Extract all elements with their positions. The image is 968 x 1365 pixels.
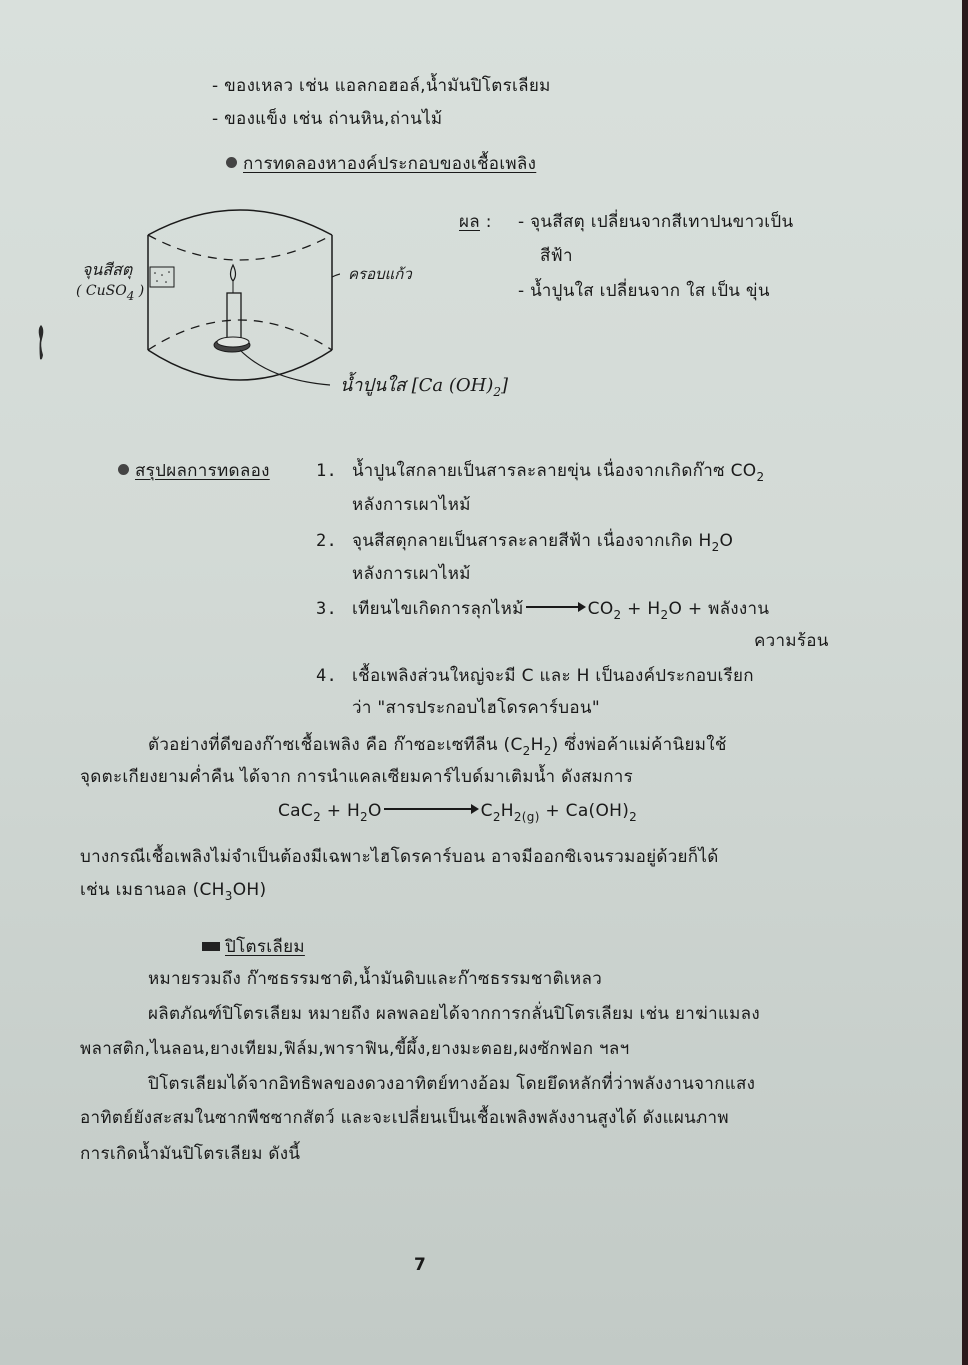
acetylene-paragraph-line2: จุดตะเกียงยามค่ำคืน ได้จาก การนำแคลเซียมคาร์ไบด์มาเติมน้ำ ดังสมการ [80, 767, 634, 787]
summary-item-3: เทียนไขเกิดการลุกไหม้ $CO_2 + H_2O$ + พลังงาน [352, 599, 770, 622]
square-bullet-icon [202, 942, 220, 951]
summary-item-4-num: 4. [316, 666, 338, 686]
petroleum-definition: หมายรวมถึง ก๊าซธรรมชาติ,น้ำมันดิบและก๊าซธรรมชาติเหลว [148, 969, 603, 989]
summary-item-2-cont: หลังการเผาไหม้ [352, 564, 471, 584]
limewater-label: น้ำปูนใส [Ca $(OH)_2$] [340, 375, 509, 399]
page-number: 7 [414, 1255, 427, 1275]
result-label: ผล : [459, 212, 492, 232]
summary-item-4: เชื้อเพลิงส่วนใหญ่จะมี C และ H เป็นองค์ประกอบเรียก [352, 666, 754, 686]
experiment-heading [226, 153, 536, 175]
result-item-1-cont: สีฟ้า [540, 246, 573, 266]
glass-cover-label: ครอบแก้ว [348, 265, 412, 283]
cuso4-label: จุนสีสตุ [82, 260, 133, 279]
petroleum-heading: ปิโตรเลียม [202, 936, 305, 958]
petroleum-products-line2: พลาสติก,ไนลอน,ยางเทียม,ฟิล์ม,พาราฟิน,ขี้ผึ้ง,ยางมะตอย,ผงซักฟอก ฯลฯ [80, 1039, 630, 1059]
petroleum-origin-line3: การเกิดน้ำมันปิโตรเลียม ดังนี้ [80, 1144, 301, 1164]
page-edge [962, 0, 968, 1365]
bullet-icon [118, 464, 129, 475]
summary-item-1: น้ำปูนใสกลายเป็นสารละลายขุ่น เนื่องจากเกิดก๊าซ $CO_2$ [352, 461, 765, 484]
oxygen-note-line1: บางกรณีเชื้อเพลิงไม่จำเป็นต้องมีเฉพาะไฮโดรคาร์บอน อาจมีออกซิเจนรวมอยู่ด้วยก็ได้ [80, 847, 719, 867]
bell-jar-diagram [140, 205, 340, 405]
arrow-icon [526, 602, 586, 612]
petroleum-products-line1: ผลิตภัณฑ์ปิโตรเลียม หมายถึง ผลพลอยได้จากการกลั่นปิโตรเลียม เช่น ยาฆ่าแมลง [148, 1004, 760, 1024]
oxygen-note-line2: เช่น เมธานอล $(CH_3OH)$ [80, 880, 267, 903]
margin-mark [37, 325, 45, 361]
summary-item-1-num: 1. [316, 461, 338, 481]
summary-item-1-cont: หลังการเผาไหม้ [352, 495, 471, 515]
summary-item-2-num: 2. [316, 531, 338, 551]
fuel-type-solid: - ของแข็ง เช่น ถ่านหิน,ถ่านไม้ [212, 109, 443, 129]
summary-item-2: จุนสีสตุกลายเป็นสารละลายสีฟ้า เนื่องจากเกิด $H_2O$ [352, 531, 734, 554]
result-item-1: - จุนสีสตุ เปลี่ยนจากสีเทาปนขาวเป็น [518, 212, 794, 232]
petroleum-origin-line1: ปิโตรเลียมได้จากอิทธิพลของดวงอาทิตย์ทางอ้อม โดยยึดหลักที่ว่าพลังงานจากแสง [148, 1074, 756, 1094]
experiment-heading-text: การทดลองหาองค์ประกอบของเชื้อเพลิง [243, 154, 537, 174]
bullet-icon [226, 157, 237, 168]
summary-item-3-num: 3. [316, 599, 338, 619]
acetylene-equation: $CaC_2 + H_2O$ $C_2H_{2(g)} + Ca(OH)_2$ [278, 801, 638, 824]
cuso4-formula: ( CuSO$_4$ ) [76, 283, 145, 303]
summary-heading: สรุปผลการทดลอง [118, 460, 270, 482]
fuel-type-liquid: - ของเหลว เช่น แอลกอฮอล์,น้ำมันปิโตรเลียม [212, 76, 551, 96]
acetylene-paragraph-line1: ตัวอย่างที่ดีของก๊าซเชื้อเพลิง คือ ก๊าซอะเซทีลีน $(C_2H_2)$ ซึ่งพ่อค้าแม่ค้านิยมใช้ [148, 735, 727, 758]
petroleum-origin-line2: อาทิตย์ยังสะสมในซากพืชซากสัตว์ และจะเปลี่ยนเป็นเชื้อเพลิงพลังงานสูงได้ ดังแผนภาพ [80, 1108, 729, 1128]
summary-item-3-cont: ความร้อน [754, 631, 829, 651]
arrow-icon [384, 804, 479, 814]
result-item-2: - น้ำปูนใส เปลี่ยนจาก ใส เป็น ขุ่น [518, 281, 770, 301]
summary-item-4-cont: ว่า "สารประกอบไฮโดรคาร์บอน" [352, 698, 600, 718]
